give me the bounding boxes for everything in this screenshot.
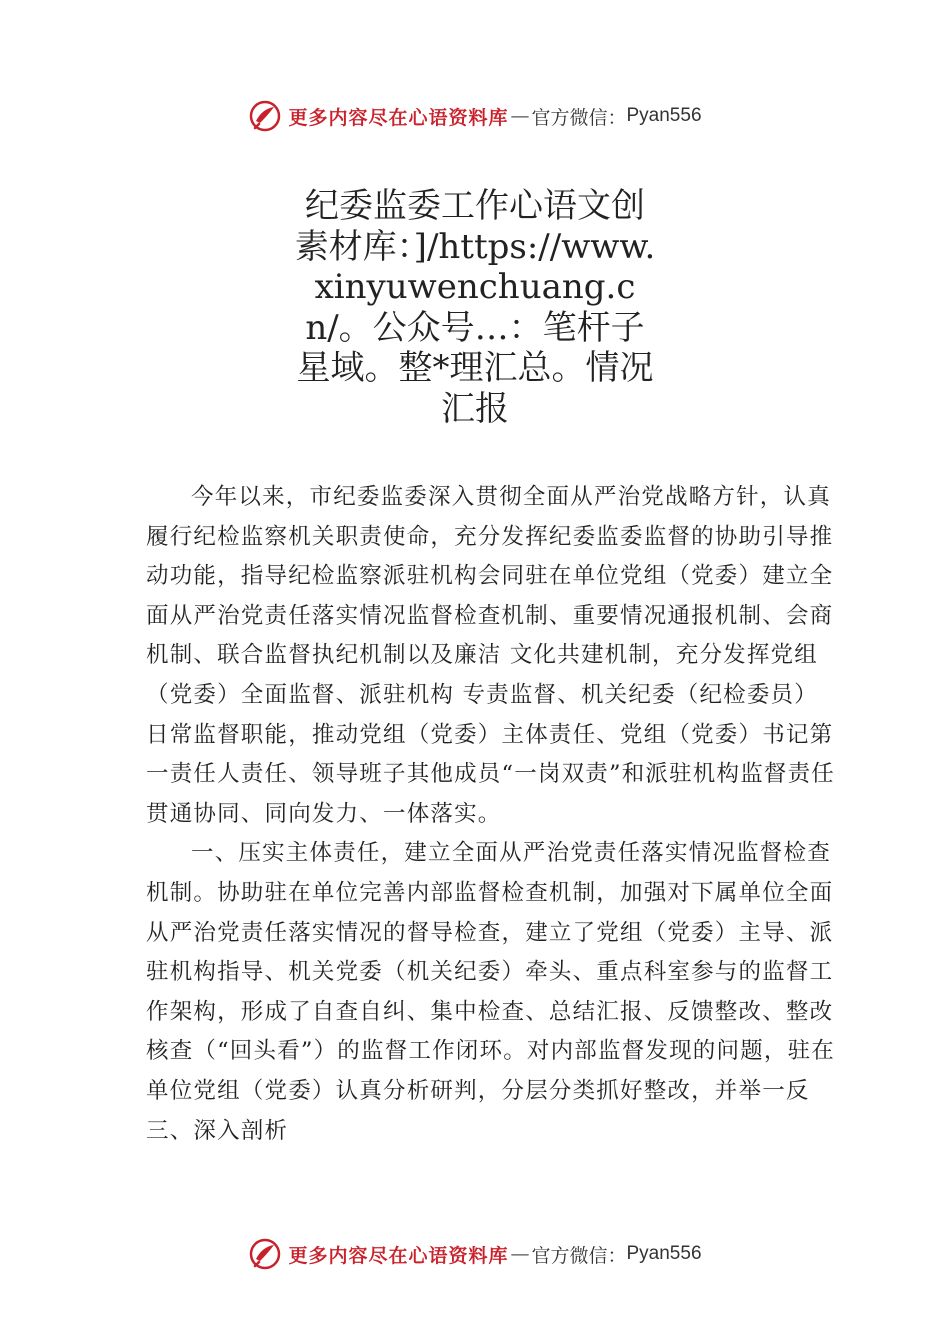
banner-wechat-id: Pyan556 [626,1243,702,1264]
banner-wechat-id: Pyan556 [626,105,702,126]
document-title: 纪委监委工作心语文创素材库：]/https://www.xinyuwenchuang.cn/。公众号…：笔杆子星域。整*理汇总。情况汇报 [294,186,656,429]
header-banner [0,96,950,136]
banner-wechat-label: 官方微信： [531,106,627,129]
brush-logo-icon [248,1237,282,1271]
paragraph: 今年以来，市纪委监委深入贯彻全面从严治党战略方针，认真履行纪检监察机关职责使命，充分发挥纪委监委监督的协助引导推动功能，指导纪检监察派驻机构会同驻在单位党组（党委）建立全面从严治党责任落实情况监督检查机制、重要情况通报机制、会商机制、联合监督执纪机制以及廉洁 文化共建机制，充分发挥党组（党委）全面监督、派驻机构 专责监督、机关纪委（纪检委员）日常监督职能，推动党组（党委）主体责任、党组（党委）书记第一责任人责任、领导班子其他成员“一岗双责”和派驻机构监督责任贯通协同、同向发力、一体落实。 [146,484,836,827]
brush-logo-icon [248,99,282,133]
banner-separator: — [510,105,530,127]
banner-separator: — [510,1243,530,1265]
banner-text: 更多内容尽在心语资料库 [288,106,509,129]
banner-text: 更多内容尽在心语资料库 [288,1244,509,1267]
footer-banner [0,1234,950,1274]
document-body [146,478,836,1151]
banner-wechat-label: 官方微信： [531,1244,627,1267]
paragraph: 一、压实主体责任，建立全面从严治党责任落实情况监督检查机制。协助驻在单位完善内部监督检查机制，加强对下属单位全面从严治党责任落实情况的督导检查，建立了党组（党委）主导、派驻机构指导、机关党委（机关纪委）牵头、重点科室参与的监督工作架构，形成了自查自纠、集中检查、总结汇报、反馈整改、整改核查（“回头看”）的监督工作闭环。对内部监督发现的问题，驻在单位党组（党委）认真分析研判，分层分类抓好整改，并举一反三、深入剖析 [146,840,836,1144]
